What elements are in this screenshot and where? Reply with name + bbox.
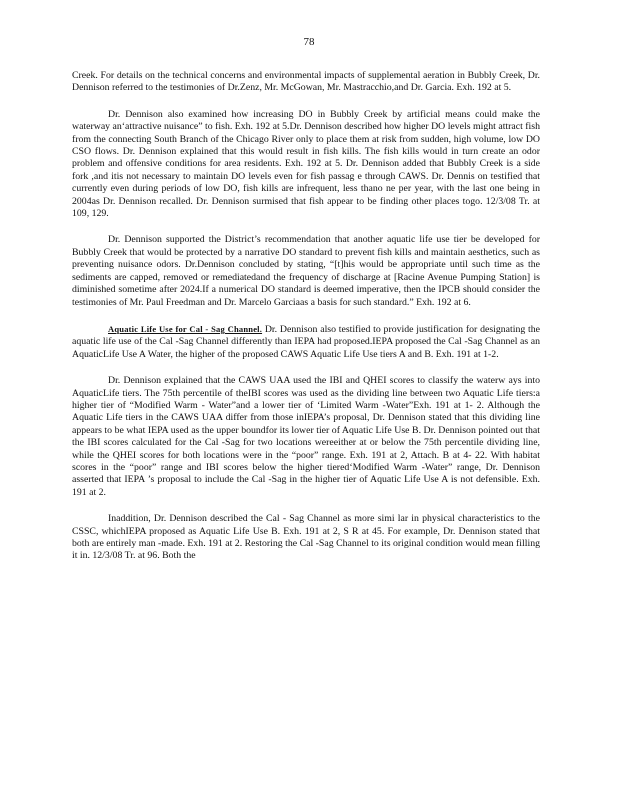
page-number: 78 bbox=[303, 36, 315, 48]
paragraph-attractive-nuisance: Dr. Dennison also examined how increasing DO in Bubbly Creek by artificial means could make the waterway an‘attractive nuisance” to fish. Exh. 192 at 5.Dr. Dennison described how higher DO levels might attract fish from the connecting South Branch of the Chicago River only to place them at risk from sudden, high volume, low DO CSO flows. Dr. Dennison explained that this would result in fish kills. The fish kills would in turn create an odor problem and offensive conditions for area residents. Exh. 192 at 5. Dr. Dennison added that Bubbly Creek is a side fork ,and itis not necessary to maintain DO levels even for fish passag e through CAWS. Dr. Dennis on testified that currently even during periods of low DO, fish kills are infrequent, less thano ne per year, with the last one being in 2004as Dr. Dennison recalled. Dr. Dennison surmised that fish appear to be finding other places togo. 12/3/08 Tr. at 109, 129. bbox=[72, 108, 540, 220]
paragraph-continuation: Creek. For details on the technical concerns and environmental impacts of supplemental aeration in Bubbly Creek, Dr. Dennison referred to the testimonies of Dr.Zenz, Mr. McGowan, Mr. Mastracchio,and Dr. Garcia. Exh. 192 at 5. bbox=[72, 70, 540, 94]
paragraph-ibi-qhei: Dr. Dennison explained that the CAWS UAA used the IBI and QHEI scores to classify the waterw ays into AquaticLife tiers. The 75th percentile of theIBI scores was used as the dividing line between two Aquatic Life tiers:a higher tier of “Modified Warm - Water”and a lower tier of ‘Limited Warm -Water”Exh. 191 at 1- 2. Although the Aquatic Life tiers in the CAWS UAA differ from those inIEPA’s proposal, Dr. Dennison stated that this dividing line appears to be what IEPA used as the upper boundfor its lower tier of Aquatic Life Use B. Dr. Dennison pointed out that the IBI scores calculated for the Cal -Sag for two locations wereeither at or below the 75th percentile dividing line, while the QHEI scores for both locations were in the “poor” range. Exh. 191 at 2, Attach. B at 4- 22. With habitat scores in the “poor” range and IBI scores below the higher tiered‘Modified Warm -Water” range, Dr. Dennison asserted that IEPA ’s proposal to include the Cal -Sag in the higher tier of Aquatic Life Use A is not defensible. Exh. 191 at 2. bbox=[72, 375, 540, 498]
paragraph-physical-characteristics: Inaddition, Dr. Dennison described the Cal - Sag Channel as more simi lar in physical characteristics to the CSSC, whichIEPA proposed as Aquatic Life Use B. Exh. 191 at 2, S R at 45. For example, Dr. Dennison stated that both are entirely man -made. Exh. 191 at 2. Restoring the Cal -Sag Channel to its original condition would mean filling it in. 12/3/08 Tr. at 96. Both the bbox=[72, 513, 540, 562]
paragraph-cal-sag-text: Dr. Dennison also testified to provide justification for designating the aquatic life use of the Cal -Sag Channel differently than IEPA had proposed.IEPA proposed the Cal -Sag Channel as an AquaticLife Use A Water, the higher of the proposed CAWS Aquatic Life Use tiers A and B. Exh. 191 at 1-2. bbox=[72, 323, 540, 360]
section-subheading: Aquatic Life Use for Cal - Sag Channel. bbox=[108, 323, 263, 334]
body-text bbox=[72, 70, 540, 577]
paragraph-district-recommendation: Dr. Dennison supported the District’s recommendation that another aquatic life use tier be developed for Bubbly Creek that would be protected by a narrative DO standard to prevent fish kills and maintain aesthetics, such as preventing nuisance odors. Dr.Dennison concluded by stating, “[t]his would be appropriate until such time as the sediments are capped, removed or remediatedand the frequency of discharge at [Racine Avenue Pumping Station] is diminished sometime after 2024.If a numerical DO standard is deemed imperative, then the IPCB should consider the testimonies of Mr. Paul Freedman and Dr. Marcelo Garciaas a basis for such standard.” Exh. 192 at 6. bbox=[72, 234, 540, 308]
paragraph-cal-sag-use bbox=[72, 323, 540, 361]
